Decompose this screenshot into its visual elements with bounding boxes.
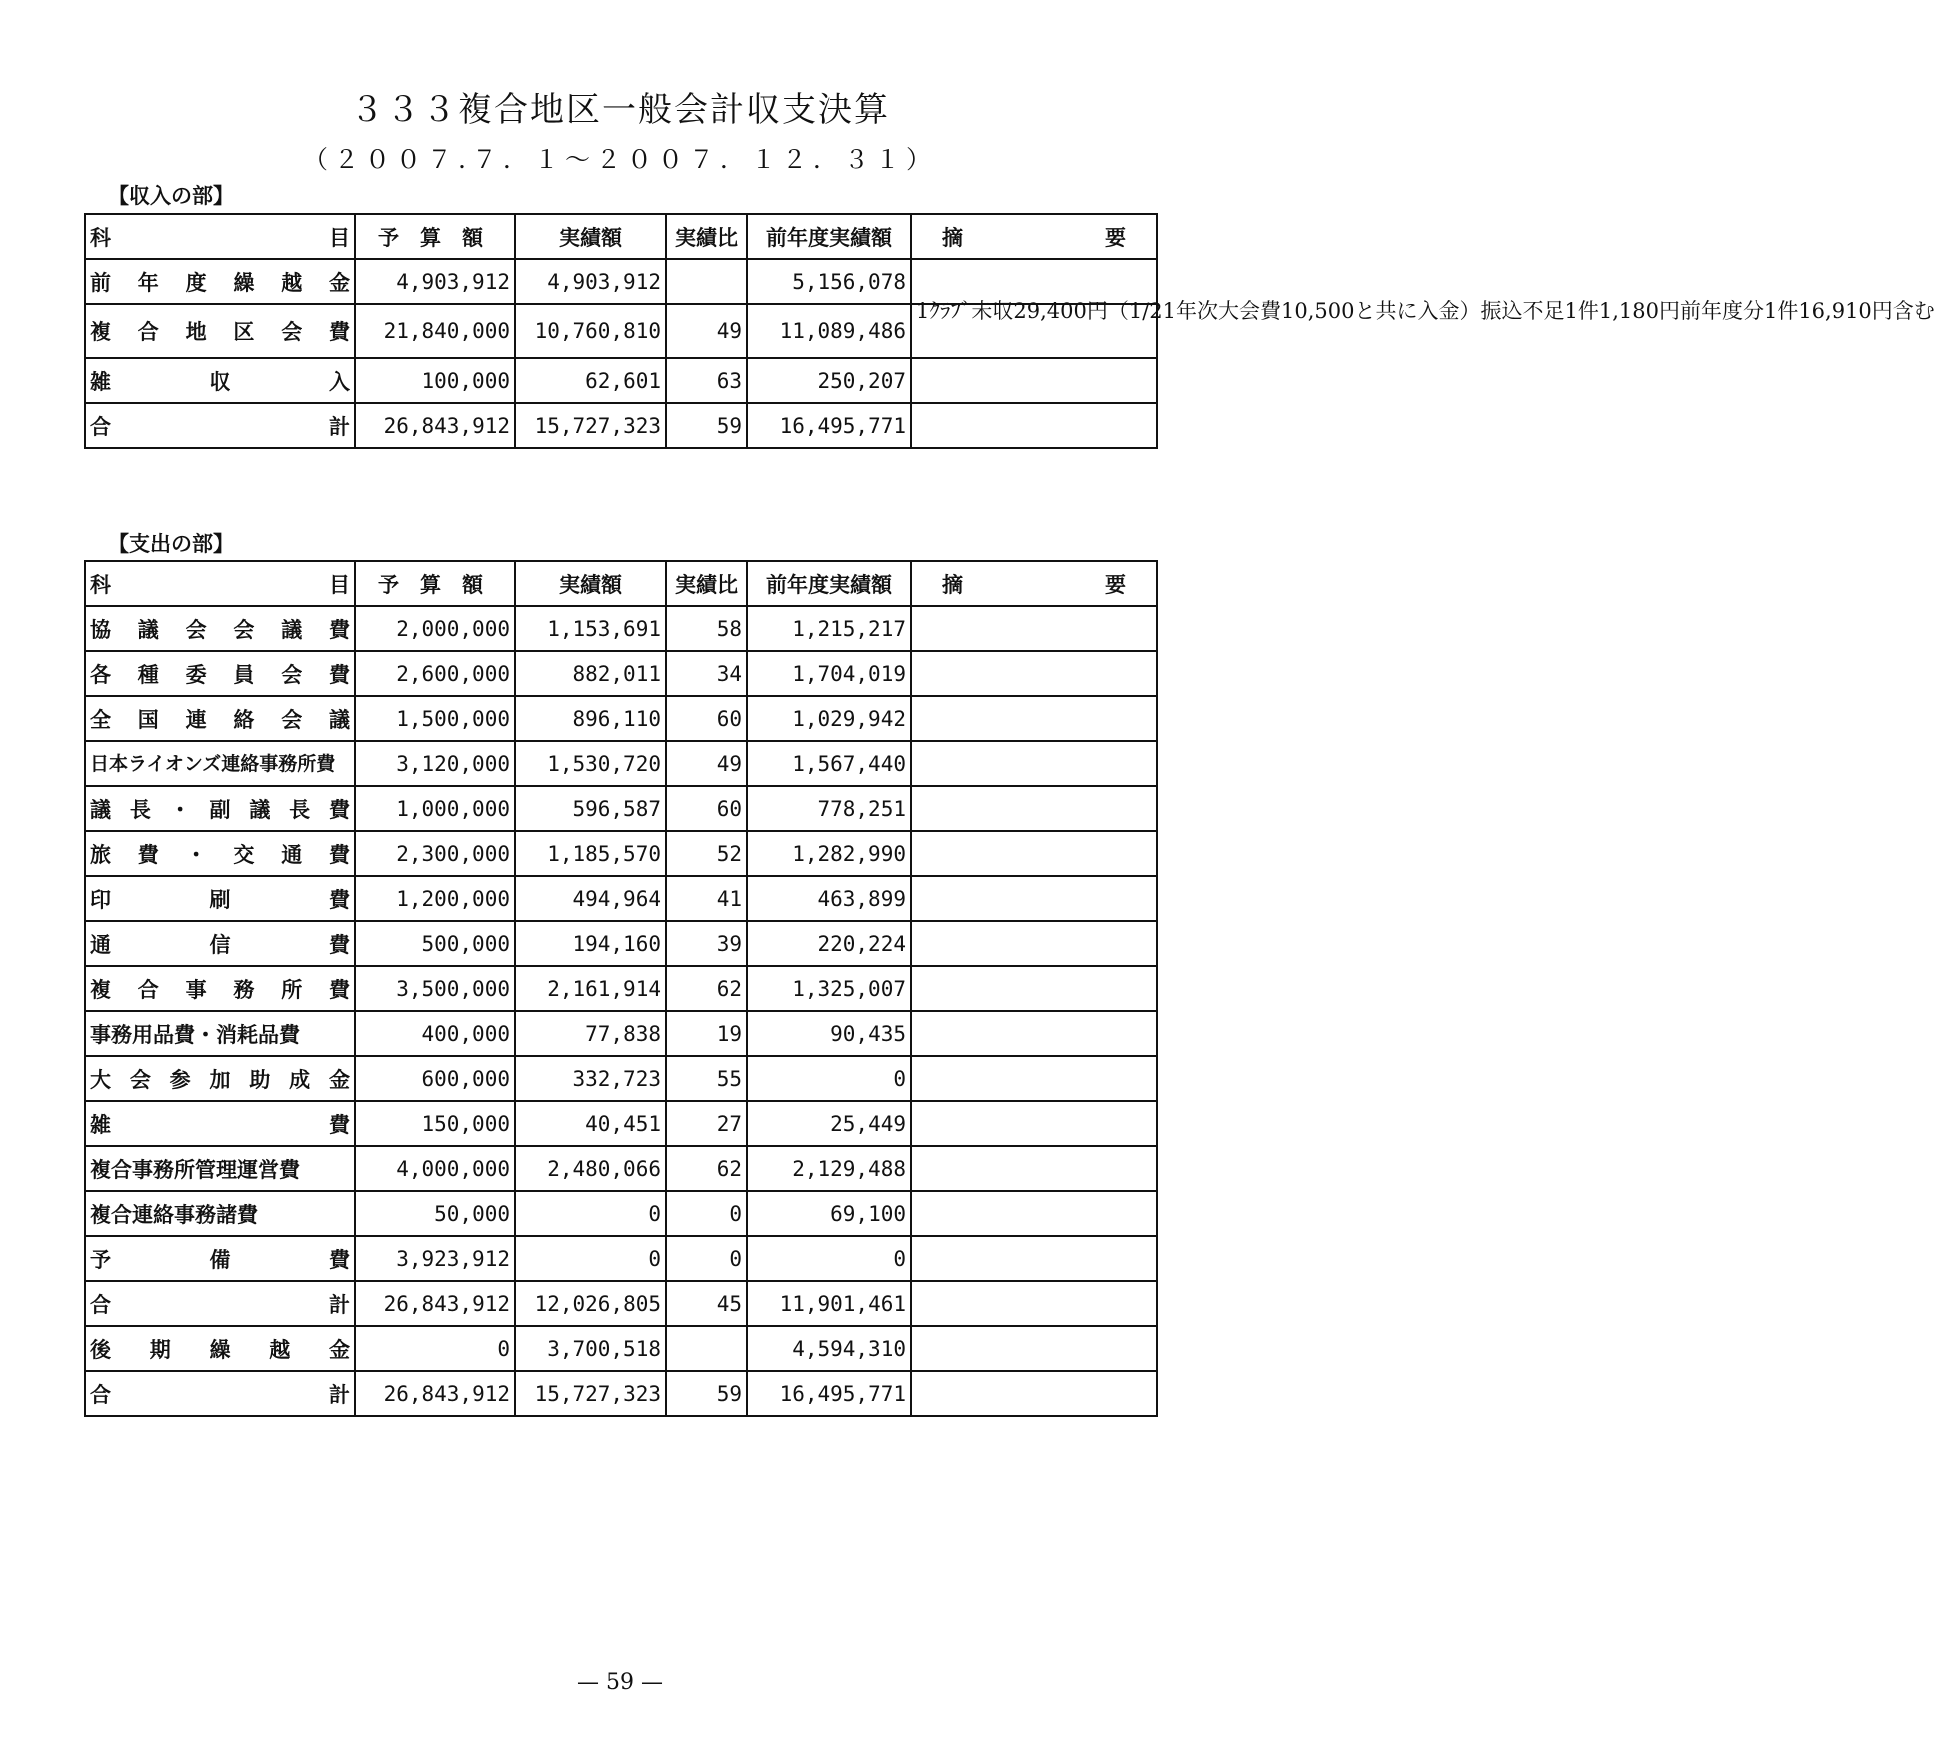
- row-ratio: 60: [666, 786, 747, 831]
- row-prev: 1,029,942: [747, 696, 911, 741]
- row-note: [911, 786, 1157, 831]
- row-item-label: 複 合 地 区 会 費: [90, 319, 350, 344]
- row-prev: 778,251: [747, 786, 911, 831]
- row-budget: 1,500,000: [355, 696, 515, 741]
- row-item: [85, 1281, 355, 1326]
- row-actual: 12,026,805: [515, 1281, 666, 1326]
- table-row: [85, 1101, 1157, 1146]
- row-prev: 11,089,486: [747, 304, 911, 358]
- row-budget: 50,000: [355, 1191, 515, 1236]
- table-row: [85, 1326, 1157, 1371]
- row-prev: 250,207: [747, 358, 911, 403]
- header-budget: 予 算 額: [355, 214, 515, 259]
- row-actual: 596,587: [515, 786, 666, 831]
- row-item: [85, 921, 355, 966]
- row-budget: 3,500,000: [355, 966, 515, 1011]
- row-prev: 69,100: [747, 1191, 911, 1236]
- row-budget: 3,923,912: [355, 1236, 515, 1281]
- row-note: [911, 651, 1157, 696]
- table-row: [85, 1236, 1157, 1281]
- row-note: [911, 1011, 1157, 1056]
- row-item-label: 合 計: [90, 1291, 350, 1317]
- row-item-label: 全 国 連 絡 会 議: [90, 706, 350, 732]
- row-actual: 0: [515, 1191, 666, 1236]
- row-item: [85, 966, 355, 1011]
- row-prev: 90,435: [747, 1011, 911, 1056]
- income-section-label: 【収入の部】: [108, 183, 234, 208]
- row-ratio: [666, 1326, 747, 1371]
- row-note: [911, 1101, 1157, 1146]
- header-item-right: 目: [329, 571, 350, 597]
- row-ratio: 58: [666, 606, 747, 651]
- row-prev: 220,224: [747, 921, 911, 966]
- row-actual: 40,451: [515, 1101, 666, 1146]
- row-ratio: 19: [666, 1011, 747, 1056]
- header-prev: 前年度実績額: [747, 214, 911, 259]
- row-item-label: 複合連絡事務諸費: [90, 1201, 258, 1227]
- row-prev: 16,495,771: [747, 403, 911, 448]
- row-ratio: 52: [666, 831, 747, 876]
- row-item-label: 通 信 費: [90, 931, 350, 957]
- table-row: [85, 786, 1157, 831]
- table-row: [85, 1011, 1157, 1056]
- row-actual: 1,185,570: [515, 831, 666, 876]
- row-ratio: 60: [666, 696, 747, 741]
- row-item: [85, 606, 355, 651]
- table-row: [85, 606, 1157, 651]
- row-item: [85, 786, 355, 831]
- table-row: [85, 921, 1157, 966]
- row-note: [911, 1236, 1157, 1281]
- row-prev: 2,129,488: [747, 1146, 911, 1191]
- table-row: [85, 876, 1157, 921]
- row-ratio: 0: [666, 1191, 747, 1236]
- row-item: [85, 1326, 355, 1371]
- row-prev: 16,495,771: [747, 1371, 911, 1416]
- row-note: [911, 696, 1157, 741]
- row-actual: 3,700,518: [515, 1326, 666, 1371]
- row-budget: 26,843,912: [355, 1371, 515, 1416]
- row-item-label: 合 計: [90, 1381, 350, 1407]
- row-budget: 150,000: [355, 1101, 515, 1146]
- table-row: [85, 741, 1157, 786]
- row-actual: 77,838: [515, 1011, 666, 1056]
- row-actual: 15,727,323: [515, 403, 666, 448]
- row-item: [85, 831, 355, 876]
- row-actual: 2,480,066: [515, 1146, 666, 1191]
- row-ratio: 45: [666, 1281, 747, 1326]
- header-actual: 実績額: [515, 214, 666, 259]
- header-note-left: 摘: [942, 571, 963, 597]
- row-item-label: 雑 収 入: [90, 368, 350, 394]
- row-note: [911, 921, 1157, 966]
- table-row: [85, 1281, 1157, 1326]
- row-note: [911, 358, 1157, 403]
- row-budget: 2,300,000: [355, 831, 515, 876]
- table-row: [85, 1056, 1157, 1101]
- row-ratio: 59: [666, 403, 747, 448]
- row-note: [911, 876, 1157, 921]
- expense-section-label: 【支出の部】: [108, 531, 234, 556]
- row-prev: 5,156,078: [747, 259, 911, 304]
- header-note-label: [942, 222, 1126, 252]
- header-note: [911, 561, 1157, 606]
- row-actual: 4,903,912: [515, 259, 666, 304]
- row-item: [85, 403, 355, 448]
- row-item-label: 事務用品費・消耗品費: [90, 1021, 300, 1047]
- period-subtitle: （２００７.７．１～２００７．１２．３１）: [303, 145, 937, 174]
- expense-table: [84, 560, 1158, 1417]
- table-row: [85, 1371, 1157, 1416]
- row-item-label: 複合事務所管理運営費: [90, 1156, 300, 1182]
- row-item: [85, 304, 355, 358]
- row-item: [85, 1056, 355, 1101]
- header-item-label: [90, 569, 350, 599]
- row-prev: 0: [747, 1056, 911, 1101]
- table-row: [85, 304, 1157, 358]
- row-item-label: 合 計: [90, 413, 350, 439]
- row-item-label: 前 年 度 繰 越 金: [90, 269, 350, 295]
- row-ratio: 39: [666, 921, 747, 966]
- row-note: [911, 1326, 1157, 1371]
- row-ratio: 59: [666, 1371, 747, 1416]
- row-prev: 1,215,217: [747, 606, 911, 651]
- row-item-label: 雑 費: [90, 1111, 350, 1137]
- row-ratio: [666, 259, 747, 304]
- table-header-row: [85, 214, 1157, 259]
- header-item-label: [90, 222, 350, 252]
- row-ratio: 0: [666, 1236, 747, 1281]
- table-row: [85, 966, 1157, 1011]
- table-row: [85, 651, 1157, 696]
- row-note: [911, 1146, 1157, 1191]
- row-prev: 25,449: [747, 1101, 911, 1146]
- row-budget: 4,000,000: [355, 1146, 515, 1191]
- header-budget: 予 算 額: [355, 561, 515, 606]
- row-item: [85, 651, 355, 696]
- table-row: [85, 1191, 1157, 1236]
- page-title: ３３３複合地区一般会計収支決算: [350, 90, 890, 130]
- row-prev: 1,325,007: [747, 966, 911, 1011]
- row-budget: 26,843,912: [355, 1281, 515, 1326]
- header-actual: 実績額: [515, 561, 666, 606]
- row-actual: 62,601: [515, 358, 666, 403]
- row-note: [911, 1056, 1157, 1101]
- header-prev: 前年度実績額: [747, 561, 911, 606]
- row-item-label: 旅 費 ・ 交 通 費: [90, 841, 350, 867]
- row-ratio: 49: [666, 304, 747, 358]
- row-budget: 600,000: [355, 1056, 515, 1101]
- row-actual: 1,530,720: [515, 741, 666, 786]
- row-prev: 4,594,310: [747, 1326, 911, 1371]
- row-item: [85, 696, 355, 741]
- row-actual: 10,760,810: [515, 304, 666, 358]
- row-prev: 463,899: [747, 876, 911, 921]
- row-budget: 100,000: [355, 358, 515, 403]
- row-note: [911, 606, 1157, 651]
- row-item: [85, 876, 355, 921]
- header-ratio: 実績比: [666, 561, 747, 606]
- row-item-label: 予 備 費: [90, 1246, 350, 1272]
- header-item-right: 目: [329, 224, 350, 250]
- row-note: [911, 966, 1157, 1011]
- row-note: [911, 1191, 1157, 1236]
- row-item: [85, 1146, 355, 1191]
- row-item-label: 複 合 事 務 所 費: [90, 976, 350, 1002]
- header-note-right: 要: [1105, 224, 1126, 250]
- row-prev: 0: [747, 1236, 911, 1281]
- table-row: [85, 358, 1157, 403]
- row-item: [85, 741, 355, 786]
- row-budget: 1,000,000: [355, 786, 515, 831]
- row-note: [911, 259, 1157, 304]
- row-actual: 15,727,323: [515, 1371, 666, 1416]
- row-actual: 2,161,914: [515, 966, 666, 1011]
- header-note: [911, 214, 1157, 259]
- row-item: [85, 1236, 355, 1281]
- row-item-label: 協 議 会 会 議 費: [90, 616, 350, 642]
- row-item: [85, 1011, 355, 1056]
- row-budget: 0: [355, 1326, 515, 1371]
- row-budget: 26,843,912: [355, 403, 515, 448]
- table-row: [85, 1146, 1157, 1191]
- row-actual: 1,153,691: [515, 606, 666, 651]
- row-item: [85, 358, 355, 403]
- row-actual: 896,110: [515, 696, 666, 741]
- row-note: [911, 403, 1157, 448]
- row-actual: 332,723: [515, 1056, 666, 1101]
- row-ratio: 34: [666, 651, 747, 696]
- row-note: [911, 1371, 1157, 1416]
- row-note: 1ｸﾗﾌﾞ未収29,400円（1/21年次大会費10,500と共に入金）振込不足1件1,180円前年度分1件16,910円含む: [911, 304, 1157, 358]
- row-actual: 194,160: [515, 921, 666, 966]
- row-ratio: 41: [666, 876, 747, 921]
- header-item-left: 科: [90, 571, 111, 597]
- row-item-label: 後 期 繰 越 金: [90, 1336, 350, 1362]
- row-ratio: 63: [666, 358, 747, 403]
- row-prev: 1,282,990: [747, 831, 911, 876]
- row-item-label: 大 会 参 加 助 成 金: [90, 1066, 350, 1092]
- header-note-right: 要: [1105, 571, 1126, 597]
- row-actual: 494,964: [515, 876, 666, 921]
- row-budget: 500,000: [355, 921, 515, 966]
- header-note-left: 摘: [942, 224, 963, 250]
- row-ratio: 62: [666, 966, 747, 1011]
- income-table: [84, 213, 1935, 449]
- header-item: [85, 561, 355, 606]
- table-header-row: [85, 561, 1157, 606]
- row-ratio: 55: [666, 1056, 747, 1101]
- row-note: [911, 831, 1157, 876]
- row-prev: 1,704,019: [747, 651, 911, 696]
- row-item-label: 印 刷 費: [90, 886, 350, 912]
- table-row: [85, 403, 1157, 448]
- table-row: [85, 259, 1157, 304]
- header-item: [85, 214, 355, 259]
- row-item: [85, 1191, 355, 1236]
- row-budget: 2,000,000: [355, 606, 515, 651]
- table-row: [85, 831, 1157, 876]
- row-item: [85, 1371, 355, 1416]
- row-item-label: 日本ライオンズ連絡事務所費: [90, 752, 336, 775]
- table-row: [85, 696, 1157, 741]
- row-ratio: 49: [666, 741, 747, 786]
- row-prev: 1,567,440: [747, 741, 911, 786]
- row-actual: 0: [515, 1236, 666, 1281]
- row-prev: 11,901,461: [747, 1281, 911, 1326]
- row-actual: 882,011: [515, 651, 666, 696]
- row-note: [911, 1281, 1157, 1326]
- header-note-label: [942, 569, 1126, 599]
- row-item-label: 各 種 委 員 会 費: [90, 661, 350, 687]
- row-ratio: 27: [666, 1101, 747, 1146]
- row-budget: 4,903,912: [355, 259, 515, 304]
- row-item-label: 議 長 ・ 副 議 長 費: [90, 796, 350, 822]
- row-ratio: 62: [666, 1146, 747, 1191]
- row-item: [85, 1101, 355, 1146]
- row-budget: 400,000: [355, 1011, 515, 1056]
- row-budget: 2,600,000: [355, 651, 515, 696]
- row-budget: 21,840,000: [355, 304, 515, 358]
- row-budget: 1,200,000: [355, 876, 515, 921]
- page-number: — 59 —: [577, 1670, 663, 1695]
- row-budget: 3,120,000: [355, 741, 515, 786]
- header-ratio: 実績比: [666, 214, 747, 259]
- header-item-left: 科: [90, 224, 111, 250]
- row-note: [911, 741, 1157, 786]
- row-item: [85, 259, 355, 304]
